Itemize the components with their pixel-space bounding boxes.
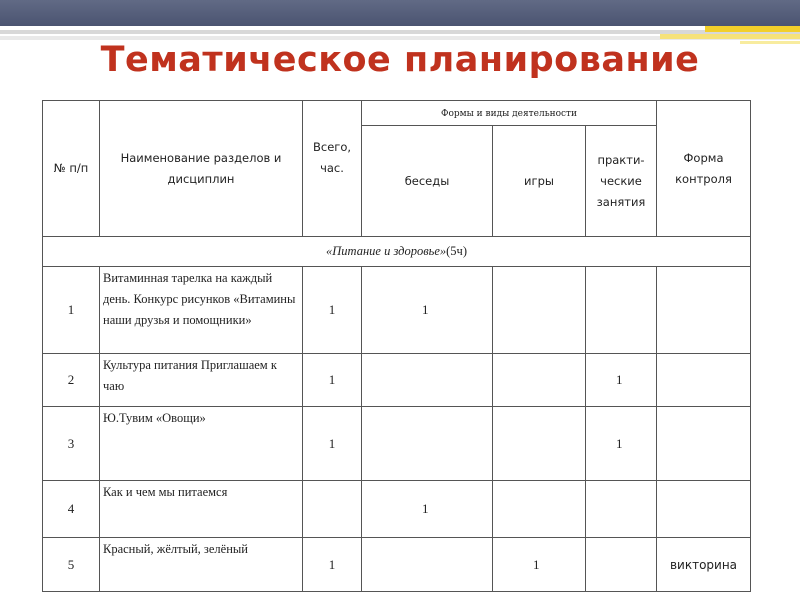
row-talks: 1 [362,481,493,538]
row-practical [586,267,657,354]
row-name: Витаминная тарелка на каждый день. Конкурс рисунков «Витамины наши друзья и помощники» [100,267,303,354]
row-total: 1 [303,407,362,481]
section-hours: (5ч) [446,244,468,258]
row-control [657,267,751,354]
row-games [493,481,586,538]
row-control: викторина [657,538,751,592]
row-total [303,481,362,538]
table-row [43,481,751,538]
row-name: Ю.Тувим «Овощи» [100,407,303,481]
row-name: Красный, жёлтый, зелёный [100,538,303,592]
row-control [657,407,751,481]
row-total: 1 [303,538,362,592]
header-row-1 [43,101,751,126]
row-name: Как и чем мы питаемся [100,481,303,538]
header-section-name: Наименование разделов и дисциплин [100,101,303,237]
table-row [43,267,751,354]
section-title [43,237,751,267]
row-games: 1 [493,538,586,592]
row-talks: 1 [362,267,493,354]
header-activity-forms: Формы и виды деятельности [362,101,657,126]
row-games [493,267,586,354]
row-total: 1 [303,267,362,354]
row-practical: 1 [586,354,657,407]
row-control [657,354,751,407]
table-row [43,354,751,407]
row-number: 5 [43,538,100,592]
planning-table [42,100,751,592]
row-number: 2 [43,354,100,407]
section-row [43,237,751,267]
row-games [493,407,586,481]
table-row [43,407,751,481]
header-practical: практи-ческие занятия [586,126,657,237]
decor-stripe-gold [705,26,800,32]
row-total: 1 [303,354,362,407]
row-number: 3 [43,407,100,481]
header-total-hours: Всего, час. [303,101,362,237]
top-banner [0,0,800,26]
row-practical [586,481,657,538]
row-games [493,354,586,407]
row-control [657,481,751,538]
row-talks [362,407,493,481]
table-row [43,538,751,592]
slide-title: Тематическое планирование [100,40,700,80]
header-talks: беседы [362,126,493,237]
row-talks [362,354,493,407]
row-practical: 1 [586,407,657,481]
row-practical [586,538,657,592]
row-talks [362,538,493,592]
row-number: 4 [43,481,100,538]
header-control-form: Форма контроля [657,101,751,237]
section-name: «Питание и здоровье» [325,244,447,258]
row-number: 1 [43,267,100,354]
row-name: Культура питания Приглашаем к чаю [100,354,303,407]
header-games: игры [493,126,586,237]
decor-stripe-gold [660,34,800,39]
header-number: № п/п [43,101,100,237]
